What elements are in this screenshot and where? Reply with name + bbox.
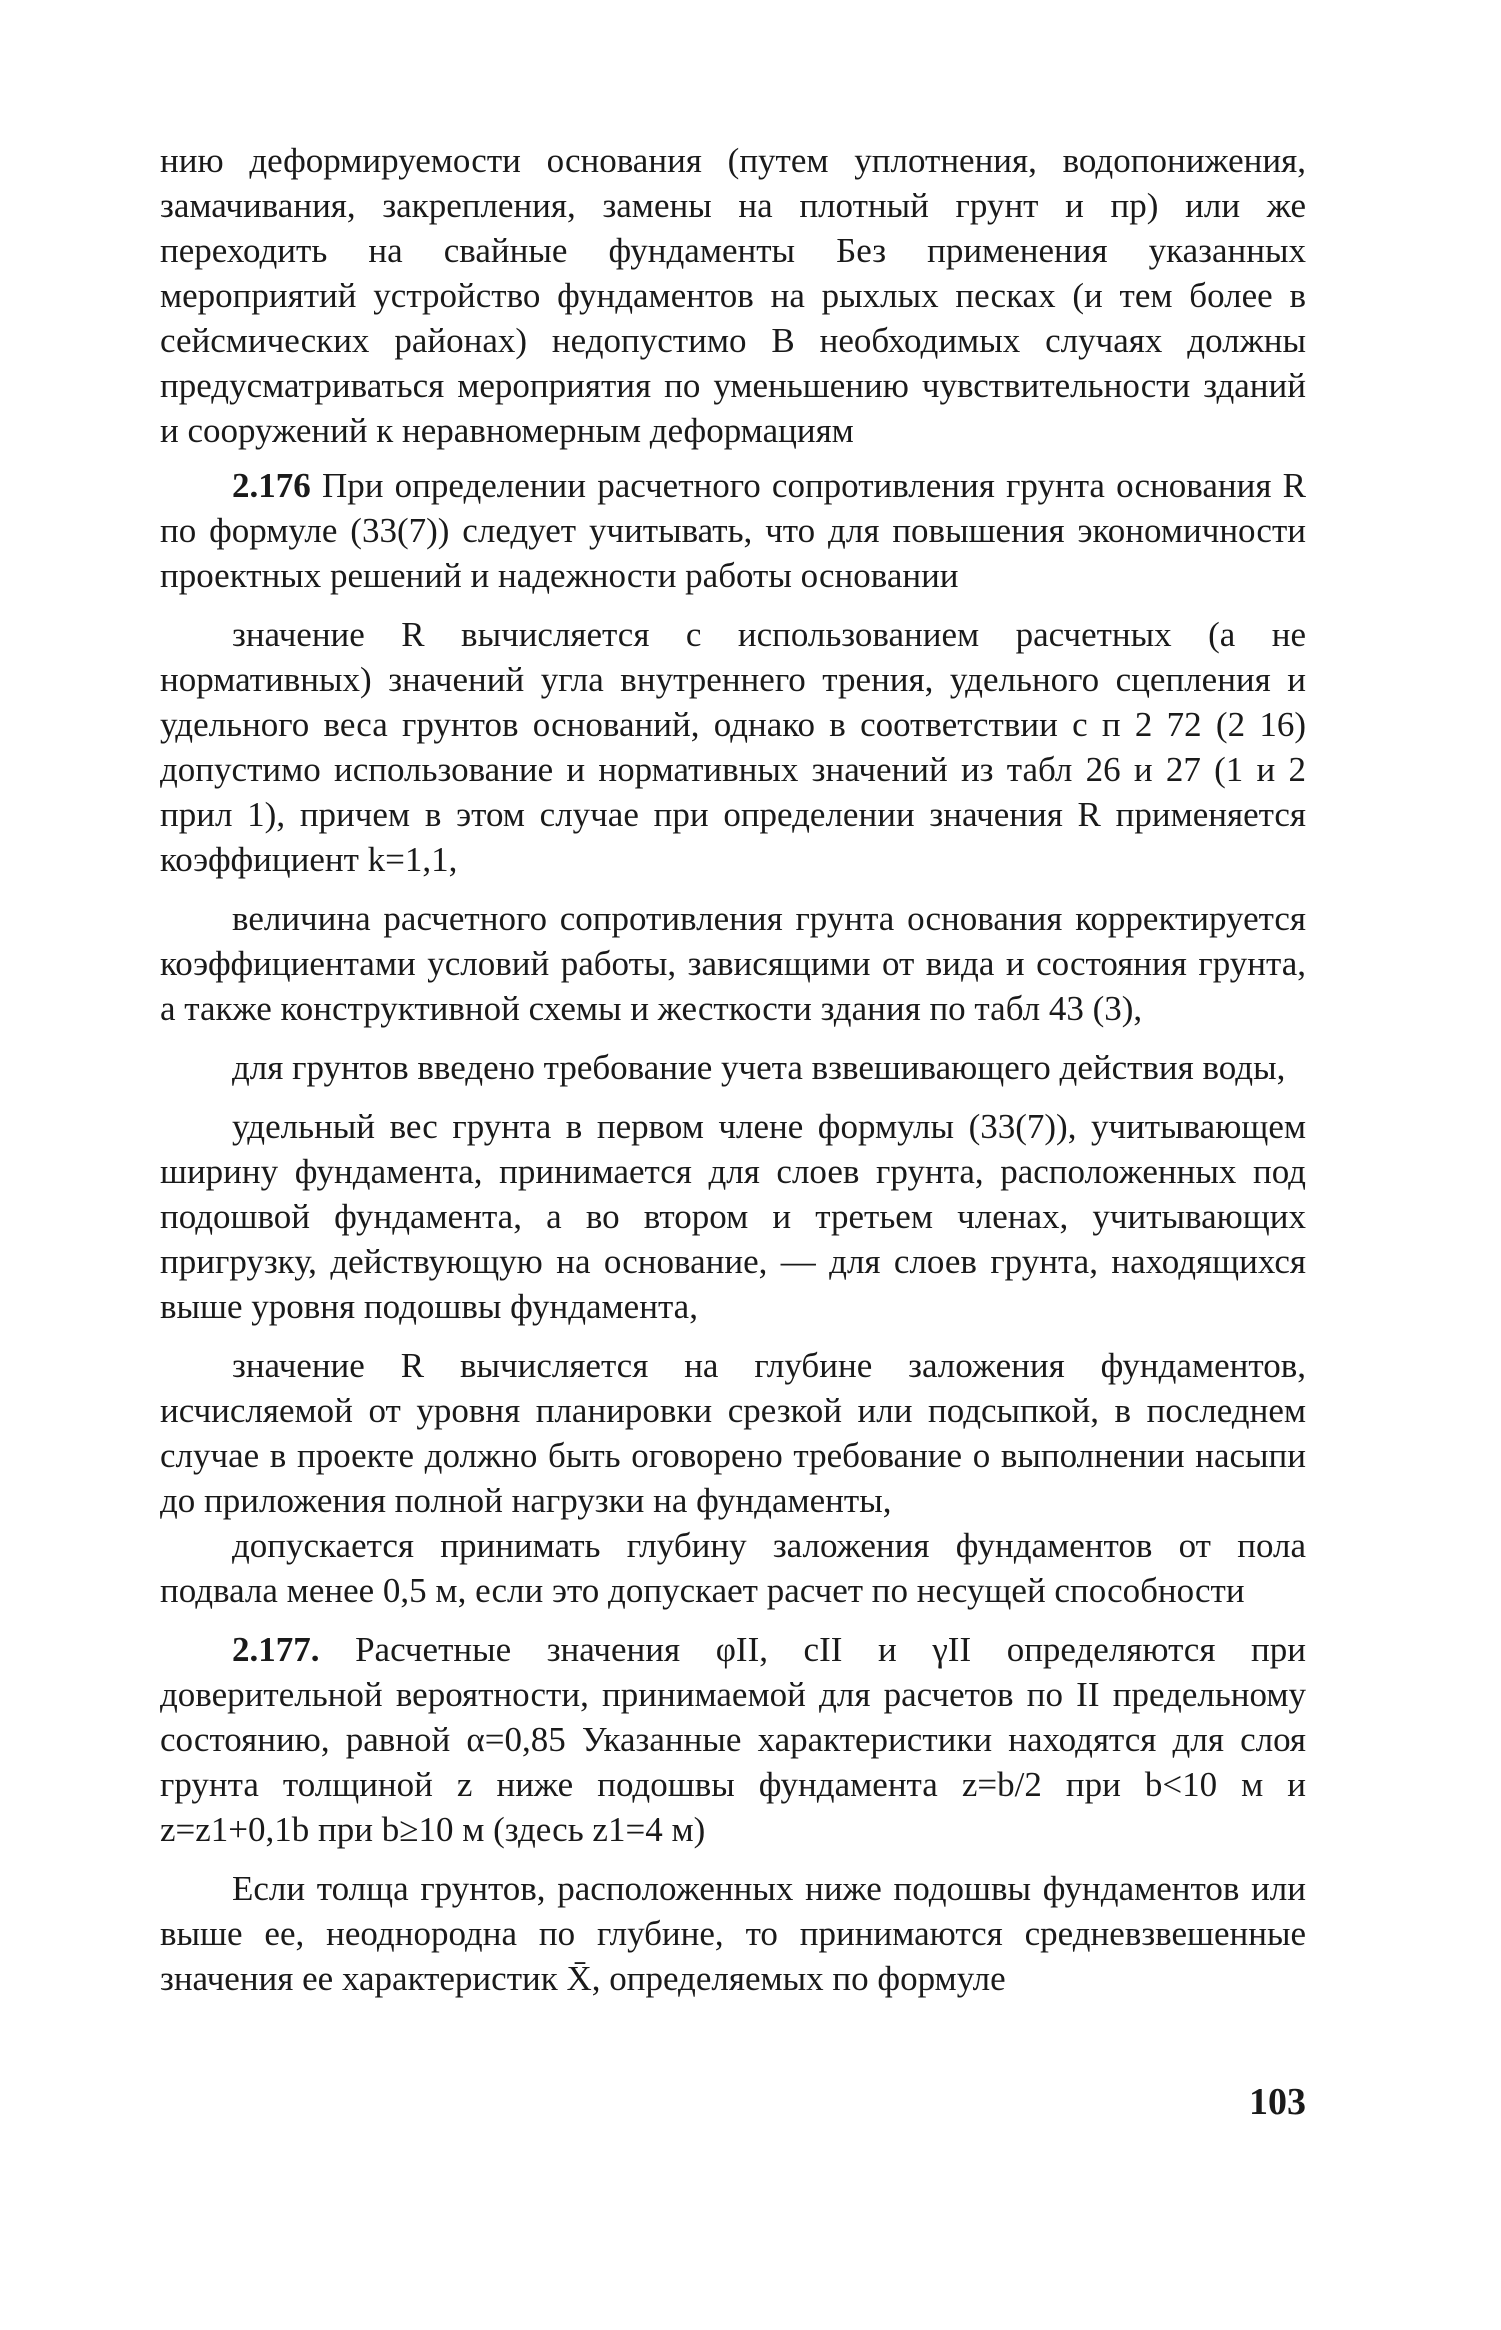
page-number: 103: [1249, 2081, 1306, 2123]
list-item-basement: допускается принимать глубину заложения фундаментов от пола подвала менее 0,5 м, если это допускает расчет по несущей способности: [160, 1526, 1306, 1610]
section-number: 2.177.: [232, 1630, 320, 1669]
paragraph-2-177: [160, 1627, 1306, 1852]
list-item-correction: величина расчетного сопротивления грунта основания корректируется коэффициентами условий работы, зависящими от вида и состояния грунта, а также конструктивной схемы и жесткости здания по табл 43 (3),: [160, 899, 1306, 1028]
paragraph-text: При определении расчетного сопротивления грунта основания R по формуле (33(7)) следует учитывать, что для повышения экономичности проектных решений и надежности работы основании: [160, 466, 1306, 595]
page-body: [160, 138, 1306, 2001]
list-item-depth: значение R вычисляется на глубине заложения фундаментов, исчисляемой от уровня планировки срезкой или подсыпкой, в последнем случае в проекте должно быть оговорено требование о выполнении насыпи до приложения полной нагрузки на фундаменты,: [160, 1346, 1306, 1520]
paragraph-continuation: нию деформируемости основания (путем уплотнения, водопонижения, замачивания, закрепления, замены на плотный грунт и пр) или же переходить на свайные фундаменты Без применения указанных мероприятий устройство фундаментов на рыхлых песках (и тем более в сейсмических районах) недопустимо В необходимых случаях должны предусматриваться мероприятия по уменьшению чувствительности зданий и сооружений к неравномерным деформациям: [160, 141, 1306, 450]
list-item-r-value: значение R вычисляется с использованием расчетных (а не нормативных) значений угла внутреннего трения, удельного сцепления и удельного веса грунтов оснований, однако в соответствии с п 2 72 (2 16) допустимо использование и нормативных значений из табл 26 и 27 (1 и 2 прил 1), причем в этом случае при определении значения R применяется коэффициент k=1,1,: [160, 615, 1306, 879]
paragraph-text: Расчетные значения φII, cII и γII определяются при доверительной вероятности, принимаемой для расчетов по II предельному состоянию, равной α=0,85 Указанные характеристики находятся для слоя грунта толщиной z ниже подошвы фундамента z=b/2 при b<10 м и z=z1+0,1b при b≥10 м (здесь z1=4 м): [160, 1630, 1306, 1849]
paragraph-2-176: [160, 463, 1306, 598]
section-number: 2.176: [232, 466, 311, 505]
paragraph-heterogeneous: Если толща грунтов, расположенных ниже подошвы фундаментов или выше ее, неоднородна по глубине, то принимаются средневзвешенные значения ее характеристик X̄, определяемых по формуле: [160, 1869, 1306, 1998]
list-item-unit-weight: удельный вес грунта в первом члене формулы (33(7)), учитывающем ширину фундамента, принимается для слоев грунта, расположенных под подошвой фундамента, а во втором и третьем членах, учитывающих пригрузку, действующую на основание, — для слоев грунта, находящихся выше уровня подошвы фундамента,: [160, 1107, 1306, 1326]
list-item-water: для грунтов введено требование учета взвешивающего действия воды,: [232, 1048, 1286, 1087]
